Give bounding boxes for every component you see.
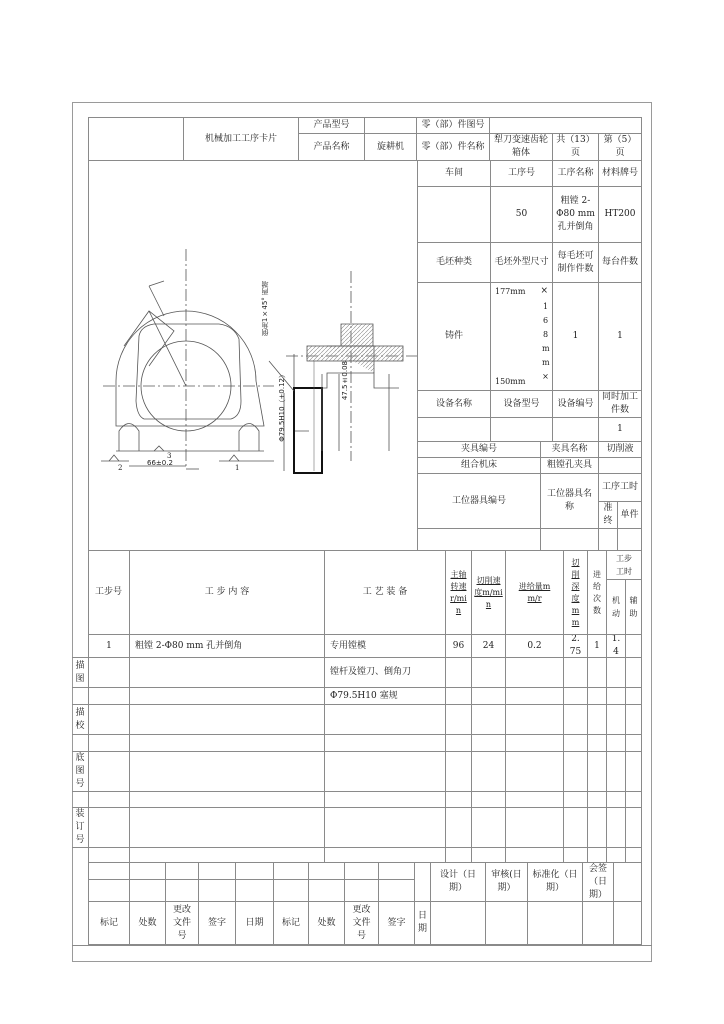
step-no-cell — [88, 704, 130, 735]
equipment-cell — [324, 704, 446, 735]
bore-dimension: Φ79.5H10（+0.12） — [278, 371, 286, 442]
col-divider — [563, 657, 564, 863]
blank-cell — [378, 879, 415, 902]
step-content-cell — [129, 734, 325, 752]
empty-data-cells — [445, 751, 642, 792]
blank-cell — [308, 862, 345, 880]
review-date-value — [485, 901, 528, 945]
empty-data-cells — [445, 847, 642, 863]
design-date-value — [430, 901, 486, 945]
material-label: 材料牌号 — [598, 160, 642, 187]
step-content-cell — [129, 657, 325, 688]
station-tool-name-label: 工位器具名称 — [540, 473, 599, 529]
equipment-name-label: 设备名称 — [417, 390, 491, 418]
datum-2-label: 2 — [118, 464, 123, 472]
inner-bottom-border — [72, 945, 652, 946]
empty-data-cells — [445, 657, 642, 688]
simultaneous-value: 1 — [598, 417, 642, 442]
equipment-cell: 专用镗模 — [324, 634, 446, 658]
empty-data-cells — [445, 687, 642, 705]
empty-data-cells — [445, 734, 642, 752]
side-label-base-drawing-no: 底图号 — [72, 751, 89, 792]
fixture-name-value: 粗镗孔夹具 — [540, 457, 599, 474]
product-model-label: 产品型号 — [298, 117, 365, 134]
equipment-cell: 镗杆及镗刀、倒角刀 — [324, 657, 446, 688]
pieces-per-unit-value: 1 — [598, 282, 642, 391]
countersign-date-label: 会签（日期） — [582, 862, 614, 902]
step-content-cell — [129, 704, 325, 735]
equipment-header: 工 艺 装 备 — [324, 550, 446, 635]
side-label-tracing: 描图 — [72, 657, 89, 688]
equipment-cell: Φ79.5H10 塞规 — [324, 687, 446, 705]
equipment-model-label: 设备型号 — [490, 390, 553, 418]
step-content-cell — [129, 791, 325, 808]
aux-time-header: 辅助 — [625, 579, 642, 635]
blank-cell — [344, 879, 379, 902]
equipment-cell — [324, 791, 446, 808]
part-drawing-no-value — [489, 117, 642, 134]
blank-cell — [613, 862, 642, 902]
blank-cell — [273, 862, 309, 880]
workshop-label: 车间 — [417, 160, 491, 187]
col-divider — [625, 657, 626, 863]
step-no-cell — [88, 687, 130, 705]
blank-cell — [88, 862, 130, 880]
standardize-date-label: 标准化（日期） — [527, 862, 583, 902]
feed-cell: 0.2 — [505, 634, 564, 658]
equipment-cell — [324, 751, 446, 792]
drawing-area — [88, 160, 418, 551]
equipment-model-value — [490, 417, 553, 442]
part-name-label: 零（部）件名称 — [416, 133, 490, 161]
blank-cell — [235, 879, 274, 902]
aux-time-cell — [625, 634, 642, 658]
step-content-cell — [129, 807, 325, 848]
blank-type-label: 毛坯种类 — [417, 242, 491, 283]
revision-mark-header: 标记 — [88, 901, 130, 945]
revision-doc-no-header-2: 更改文件号 — [344, 901, 379, 945]
equipment-no-label: 设备编号 — [552, 390, 599, 418]
process-no-label: 工序号 — [490, 160, 553, 187]
pieces-per-blank-label: 每毛坯可制作件数 — [552, 242, 599, 283]
step-content-cell — [129, 687, 325, 705]
workshop-value — [417, 186, 491, 243]
step-time-header: 工步工时 — [606, 550, 642, 580]
part-sketch — [89, 161, 417, 550]
simultaneous-label: 同时加工件数 — [598, 390, 642, 418]
blank-cell — [273, 879, 309, 902]
blank-size-bottom: 150mm — [495, 377, 526, 386]
blank-cell — [414, 862, 431, 902]
blank-cell — [308, 879, 345, 902]
feed-header: 进给量mm/r — [505, 550, 564, 635]
col-divider — [471, 657, 472, 863]
cutting-speed-header: 切削速度m/min — [471, 550, 506, 635]
step-no-cell — [88, 807, 130, 848]
side-label-binding-no: 装订号 — [72, 807, 89, 848]
cut-depth-header: 切削深度mm — [563, 550, 588, 635]
cutting-speed-cell: 24 — [471, 634, 506, 658]
step-no-cell — [88, 734, 130, 752]
process-time-label: 工序工时 — [598, 473, 642, 502]
blank-cell — [165, 862, 199, 880]
equipment-cell — [324, 847, 446, 863]
blank-cell — [378, 862, 415, 880]
pieces-per-unit-label: 每台件数 — [598, 242, 642, 283]
revision-date-header-2: 日期 — [414, 901, 431, 945]
blank-cell — [235, 862, 274, 880]
revision-mark-header-2: 标记 — [273, 901, 309, 945]
spindle-speed-cell: 96 — [445, 634, 472, 658]
part-drawing-no-label: 零（部）件图号 — [416, 117, 490, 134]
equipment-name-value — [417, 417, 491, 442]
datum-1-label: 1 — [235, 464, 240, 472]
process-name-value: 粗镗 2-Φ80 mm 孔并倒角 — [552, 186, 599, 243]
revision-count-header: 处数 — [129, 901, 166, 945]
design-date-label: 设计（日期） — [430, 862, 486, 902]
unit-time-label: 单件 — [617, 501, 642, 529]
position-dimension: 66±0.2 — [147, 459, 173, 467]
station-tool-no-value — [417, 528, 541, 551]
total-pages: 共（13）页 — [552, 133, 599, 161]
blank-size-times: × — [540, 286, 548, 296]
blank-size-label: 毛坯外型尺寸 — [490, 242, 553, 283]
pieces-per-blank-value: 1 — [552, 282, 599, 391]
process-name-label: 工序名称 — [552, 160, 599, 187]
blank-cell — [165, 879, 199, 902]
review-date-label: 审核(日期） — [485, 862, 528, 902]
blank-cell — [129, 862, 166, 880]
revision-date-header: 日期 — [235, 901, 274, 945]
material-value: HT200 — [598, 186, 642, 243]
spindle-speed-header: 主轴转速r/min — [445, 550, 472, 635]
side-label-check: 描校 — [72, 704, 89, 735]
countersign-date-value — [582, 901, 614, 945]
step-content-cell: 粗镗 2-Φ80 mm 孔并倒角 — [129, 634, 325, 658]
logo-cell — [88, 117, 184, 161]
blank-cell — [613, 901, 642, 945]
step-no-cell — [88, 751, 130, 792]
empty-data-cells — [445, 791, 642, 808]
col-divider — [587, 657, 588, 863]
depth-dimension: 47.5±0.08 — [341, 361, 349, 401]
equipment-no-value — [552, 417, 599, 442]
equipment-cell — [324, 807, 446, 848]
prep-time-value — [598, 528, 618, 551]
fixture-no-value: 组合机床 — [417, 457, 541, 474]
standardize-date-value — [527, 901, 583, 945]
passes-cell: 1 — [587, 634, 607, 658]
step-no-header: 工步号 — [88, 550, 130, 635]
chamfer-note: 倒角1×45° 两端 — [261, 281, 269, 337]
product-name-label: 产品名称 — [298, 133, 365, 161]
station-tool-no-label: 工位器具编号 — [417, 473, 541, 529]
fixture-no-label: 夹具编号 — [417, 441, 541, 458]
blank-size-value — [490, 282, 553, 391]
step-no-cell — [88, 791, 130, 808]
revision-count-header-2: 处数 — [308, 901, 345, 945]
step-content-cell — [129, 751, 325, 792]
step-content-cell — [129, 847, 325, 863]
blank-cell — [88, 879, 130, 902]
datum-3-label: 3 — [167, 452, 172, 460]
blank-size-vertical: 168mm× — [542, 302, 550, 381]
col-divider — [505, 657, 506, 863]
blank-cell — [198, 879, 236, 902]
step-no-cell — [88, 657, 130, 688]
blank-type-value: 铸件 — [417, 282, 491, 391]
passes-header: 进给次数 — [587, 550, 607, 635]
cut-depth-cell: 2.75 — [563, 634, 588, 658]
revision-signature-header-2: 签字 — [378, 901, 415, 945]
revision-doc-no-header: 更改文件号 — [165, 901, 199, 945]
product-name-value: 旋耕机 — [364, 133, 417, 161]
machine-time-cell: 1.4 — [606, 634, 626, 658]
step-no-cell — [88, 847, 130, 863]
product-model-value — [364, 117, 417, 134]
blank-cell — [198, 862, 236, 880]
revision-signature-header: 签字 — [198, 901, 236, 945]
step-content-header: 工 步 内 容 — [129, 550, 325, 635]
blank-size-top: 177mm — [495, 287, 526, 296]
machine-time-header: 机动 — [606, 579, 626, 635]
step-no-cell: 1 — [88, 634, 130, 658]
station-tool-name-value — [540, 528, 599, 551]
page-number: 第（5）页 — [598, 133, 642, 161]
part-name-value: 犁刀变速齿轮箱体 — [489, 133, 553, 161]
coolant-value — [598, 457, 642, 474]
empty-data-cells — [445, 807, 642, 848]
col-divider — [606, 657, 607, 863]
card-title: 机械加工工序卡片 — [183, 117, 299, 161]
fixture-name-label: 夹具名称 — [540, 441, 599, 458]
inner-left-border — [88, 117, 89, 945]
blank-cell — [129, 879, 166, 902]
process-no-value: 50 — [490, 186, 553, 243]
blank-cell — [344, 862, 379, 880]
prep-time-label: 准终 — [598, 501, 618, 529]
empty-data-cells — [445, 704, 642, 735]
unit-time-value — [617, 528, 642, 551]
equipment-cell — [324, 734, 446, 752]
coolant-label: 切削液 — [598, 441, 642, 458]
